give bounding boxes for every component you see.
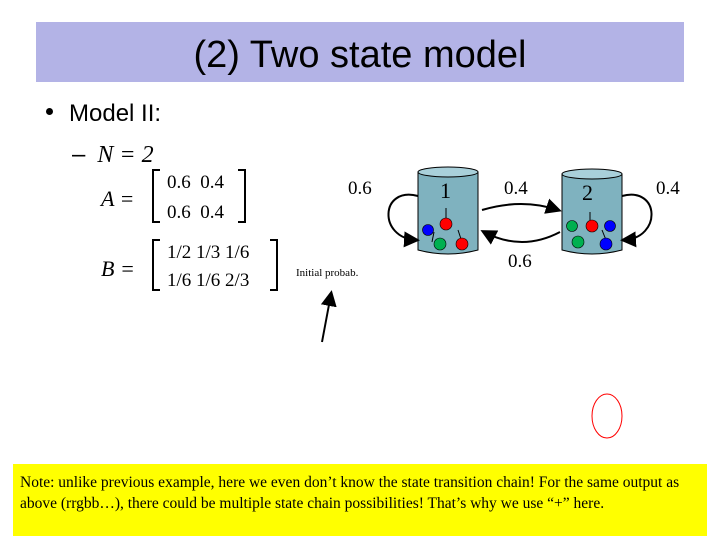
note-text: Note: unlike previous example, here we even don’t know the state transition chain! For the same output as above (rrgbb…), there could be multiple state chain possibilities! That’s why we use “+” here. xyxy=(20,474,680,512)
blue-ball-icon xyxy=(605,221,616,232)
self-loop-2-prob: 0.4 xyxy=(656,178,680,199)
red-ball-icon xyxy=(586,220,598,232)
highlight-ellipse xyxy=(592,394,622,438)
green-ball-icon xyxy=(434,238,446,250)
transition-2-to-1-arrow xyxy=(484,232,560,242)
state-2-label: 2 xyxy=(582,180,593,205)
urn-state-2 xyxy=(562,169,622,254)
matrix-b-row-2: 1/6 1/6 2/3 xyxy=(167,270,250,291)
matrix-b-label: B = xyxy=(101,256,135,281)
self-loop-2-arrow xyxy=(622,195,652,240)
slide-title: (2) Two state model xyxy=(193,34,527,76)
red-ball-icon xyxy=(456,238,468,250)
self-loop-1-prob: 0.6 xyxy=(348,178,372,199)
blue-ball-icon xyxy=(600,238,612,250)
initial-prob-arrow xyxy=(322,294,331,342)
urn-state-1 xyxy=(418,167,478,254)
matrix-b-brackets xyxy=(153,240,277,290)
matrix-b-row-1: 1/2 1/3 1/6 xyxy=(167,242,250,263)
state-1-label: 1 xyxy=(440,178,451,203)
dash-icon: – xyxy=(72,141,86,168)
self-loop-1-arrow xyxy=(388,195,418,240)
bottom-transition-prob: 0.6 xyxy=(508,251,532,272)
matrix-a-brackets xyxy=(153,170,245,222)
blue-ball-icon xyxy=(423,225,434,236)
green-ball-icon xyxy=(567,221,578,232)
matrix-a-row-1: 0.6 0.4 xyxy=(167,172,224,193)
green-ball-icon xyxy=(572,236,584,248)
top-transition-prob: 0.4 xyxy=(504,178,528,199)
red-ball-icon xyxy=(440,218,452,230)
n-equation: N = 2 xyxy=(97,142,154,168)
transition-1-to-2-arrow xyxy=(482,204,558,210)
matrix-a-label: A = xyxy=(101,186,135,211)
bullet-text: Model II: xyxy=(69,100,162,127)
matrix-a-row-2: 0.6 0.4 xyxy=(167,202,224,223)
initial-prob-label: Initial probab. xyxy=(296,267,359,279)
